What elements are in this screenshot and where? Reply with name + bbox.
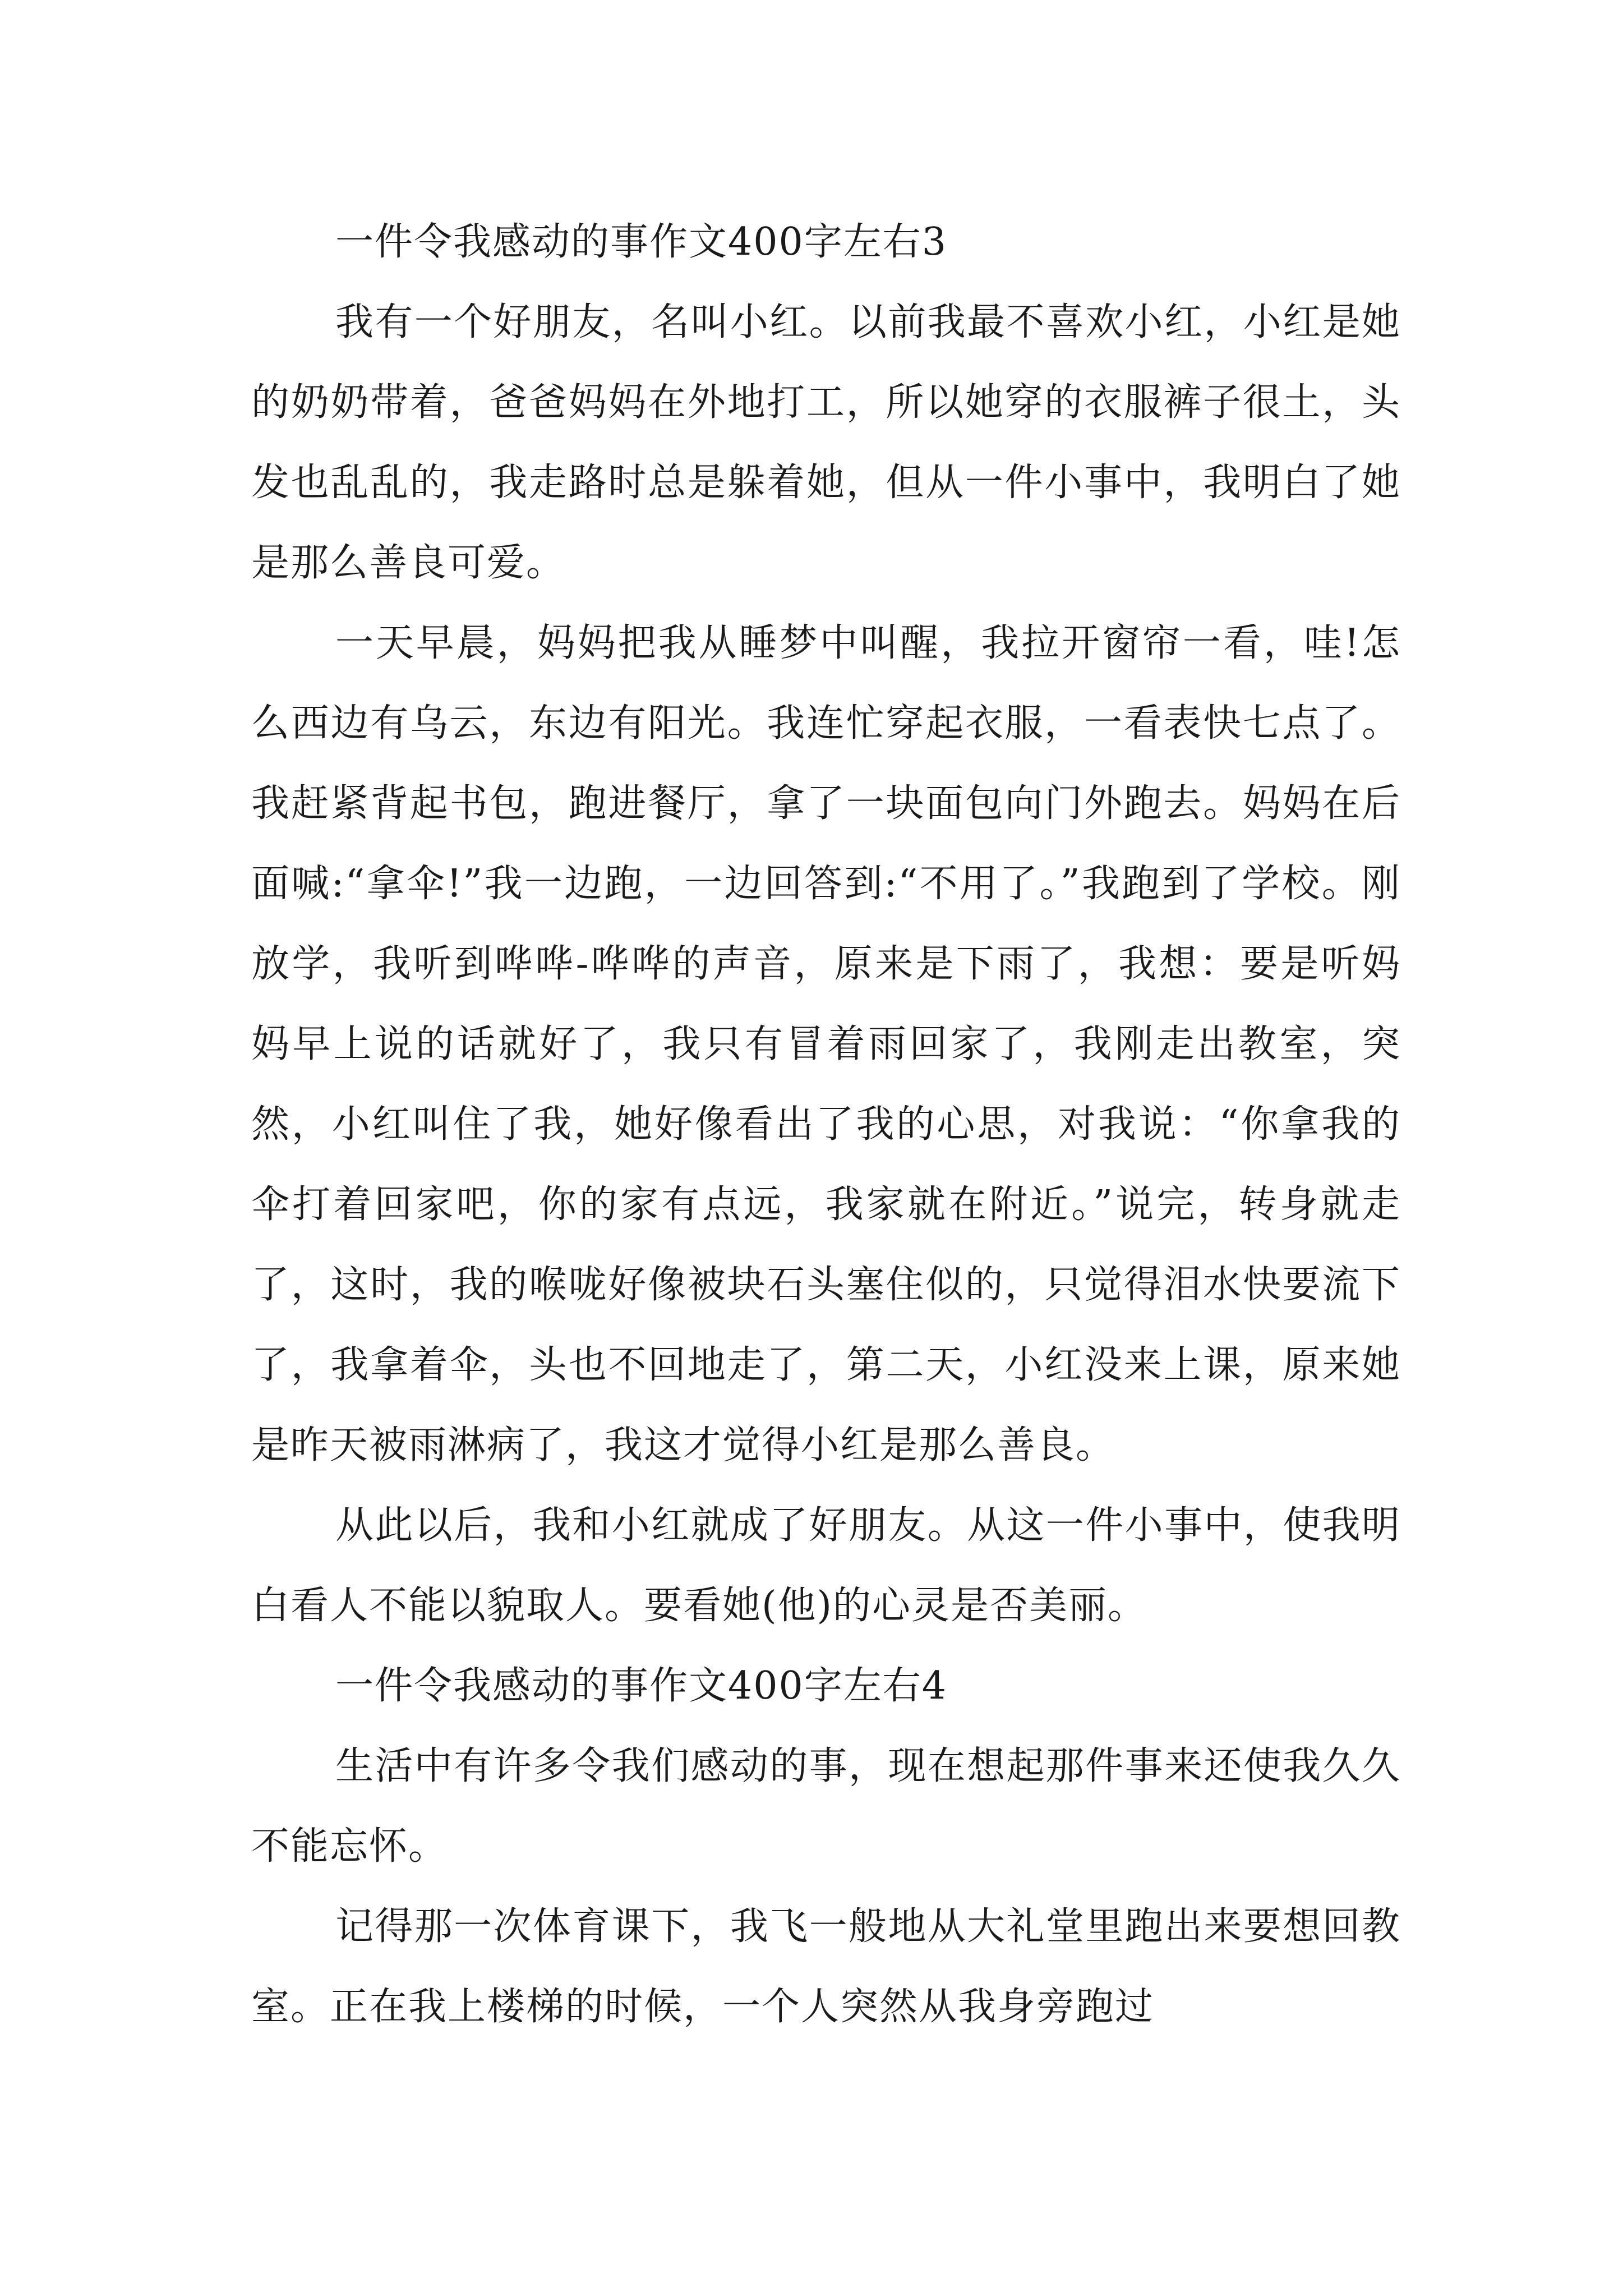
document-body <box>251 202 1401 2047</box>
section-heading: 一件令我感动的事作文400字左右3 <box>335 220 948 264</box>
section-heading: 一件令我感动的事作文400字左右4 <box>335 1664 948 1708</box>
paragraph: 我有一个好朋友，名叫小红。以前我最不喜欢小红，小红是她的奶奶带着，爸爸妈妈在外地打工，所以她穿的衣服裤子很土，头发也乱乱的，我走路时总是躲着她，但从一件小事中，我明白了她是那么善良可爱。 <box>251 300 1401 585</box>
paragraph: 从此以后，我和小红就成了好朋友。从这一件小事中，使我明白看人不能以貌取人。要看她(他)的心灵是否美丽。 <box>251 1503 1401 1628</box>
paragraph: 生活中有许多令我们感动的事，现在想起那件事来还使我久久不能忘怀。 <box>251 1744 1401 1869</box>
paragraph: 记得那一次体育课下，我飞一般地从大礼堂里跑出来要想回教室。正在我上楼梯的时候，一个人突然从我身旁跑过 <box>251 1904 1401 2029</box>
paragraph: 一天早晨，妈妈把我从睡梦中叫醒，我拉开窗帘一看，哇!怎么西边有乌云，东边有阳光。我连忙穿起衣服，一看表快七点了。我赶紧背起书包，跑进餐厅，拿了一块面包向门外跑去。妈妈在后面喊:“拿伞!”我一边跑，一边回答到:“不用了。”我跑到了学校。刚放学，我听到哗哗-哗哗的声音，原来是下雨了，我想：要是听妈妈早上说的话就好了，我只有冒着雨回家了，我刚走出教室，突然，小红叫住了我，她好像看出了我的心思，对我说：“你拿我的伞打着回家吧，你的家有点远，我家就在附近。”说完，转身就走了，这时，我的喉咙好像被块石头塞住似的，只觉得泪水快要流下了，我拿着伞，头也不回地走了，第二天，小红没来上课，原来她是昨天被雨淋病了，我这才觉得小红是那么善良。 <box>251 621 1401 1467</box>
